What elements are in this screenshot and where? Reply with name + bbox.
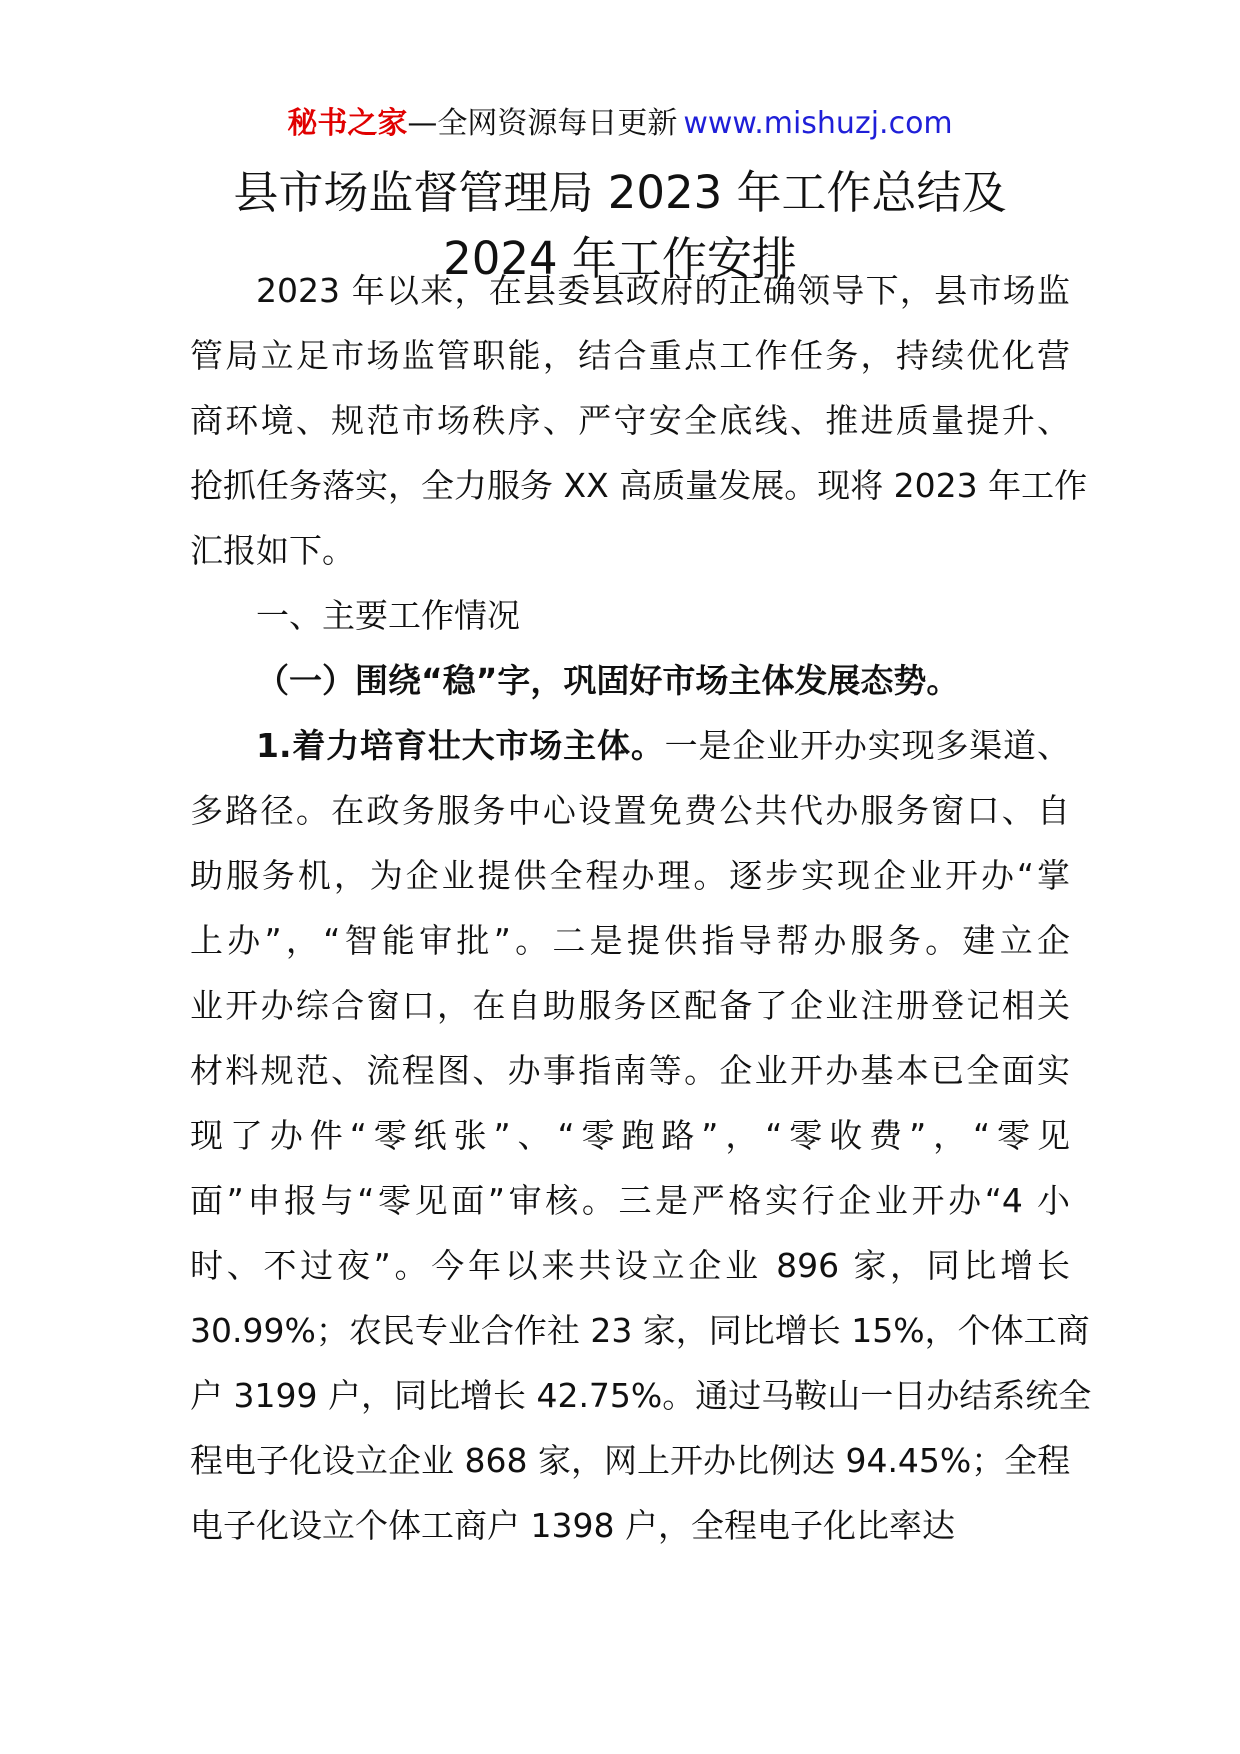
item-first-text: 一是企业开办实现多渠道、 [664, 726, 1070, 765]
brand-name: 秘书之家 [287, 106, 408, 141]
paragraph-line: 上办”，“智能审批”。二是提供指导帮办服务。建立企 [190, 921, 1070, 960]
paragraph-line: 30.99%；农民专业合作社 23 家，同比增长 15%，个体工商 [190, 1311, 1090, 1350]
intro-line: 汇报如下。 [190, 531, 355, 570]
intro-line: 管局立足市场监管职能，结合重点工作任务，持续优化营 [190, 336, 1070, 375]
document-body [190, 258, 1092, 1558]
paragraph-line: 业开办综合窗口，在自助服务区配备了企业注册登记相关 [190, 986, 1070, 1025]
intro-line: 抢抓任务落实，全力服务 XX 高质量发展。现将 2023 年工作 [190, 466, 1088, 505]
paragraph-line: 多路径。在政务服务中心设置免费公共代办服务窗口、自 [190, 791, 1070, 830]
paragraph-line: 户 3199 户，同比增长 42.75%。通过马鞍山一日办结系统全 [190, 1376, 1092, 1415]
subsection-heading: （一）围绕“稳”字，巩固好市场主体发展态势。 [256, 661, 960, 700]
paragraph-line: 时、不过夜”。今年以来共设立企业 896 家，同比增长 [190, 1246, 1070, 1285]
document-title-line-2: 2024 年工作安排 [443, 232, 797, 285]
header-tagline: —全网资源每日更新 [407, 106, 678, 141]
paragraph-line: 材料规范、流程图、办事指南等。企业开办基本已全面实 [190, 1051, 1070, 1090]
watermark-header [0, 102, 1240, 146]
paragraph-line: 现了办件“零纸张”、“零跑路”，“零收费”，“零见 [190, 1116, 1070, 1155]
paragraph-line: 面”申报与“零见面”审核。三是严格实行企业开办“4 小 [190, 1181, 1070, 1220]
intro-line: 商环境、规范市场秩序、严守安全底线、推进质量提升、 [190, 401, 1070, 440]
section-heading: 一、主要工作情况 [256, 596, 520, 635]
site-url-link[interactable]: www.mishuzj.com [683, 106, 953, 141]
paragraph-line: 助服务机，为企业提供全程办理。逐步实现企业开办“掌 [190, 856, 1070, 895]
intro-line: 2023 年以来，在县委县政府的正确领导下，县市场监 [256, 271, 1070, 310]
item-heading-line [190, 713, 1070, 778]
item-bold-title: 1.着力培育壮大市场主体。 [256, 726, 665, 765]
paragraph-line: 电子化设立个体工商户 1398 户，全程电子化比率达 [190, 1506, 955, 1545]
paragraph-line: 程电子化设立企业 868 家，网上开办比例达 94.45%；全程 [190, 1441, 1071, 1480]
document-title-line-1: 县市场监督管理局 2023 年工作总结及 [233, 166, 1007, 219]
